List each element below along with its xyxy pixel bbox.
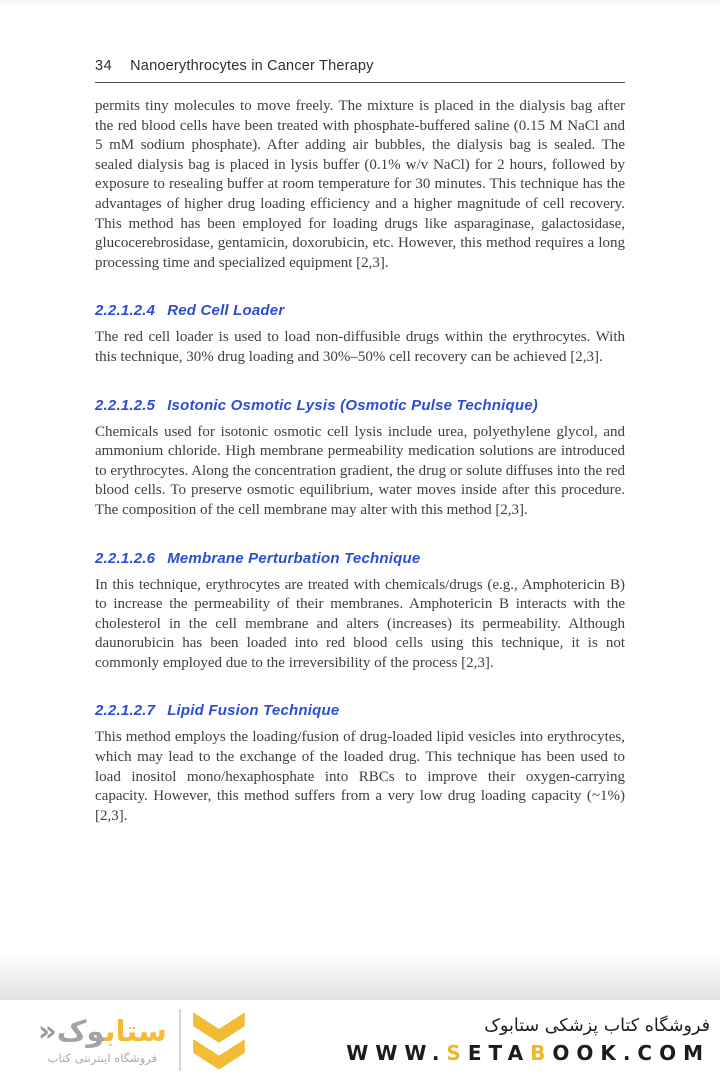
website-part: OOK.COM xyxy=(552,1040,710,1065)
scan-bottom-shadow xyxy=(0,956,720,1000)
wordmark-gray: وک xyxy=(56,1014,105,1048)
section-paragraph: Chemicals used for isotonic osmotic cell lysis include urea, polyethylene glycol, and ammonium chloride. High membrane permeability medication solutions are introduced to erythrocytes. Along the concentration gradient, the drug or solute diffuses into the red blood cells. To preserve osmotic equilibrium, water moves inside after this procedure. The composition of the cell membrane may alter with this method [2,3]. xyxy=(95,423,626,518)
section-membrane-perturbation xyxy=(95,550,625,674)
section-heading xyxy=(95,397,625,414)
website-accent-b: B xyxy=(530,1040,553,1065)
watermark-footer xyxy=(0,1000,720,1080)
running-head xyxy=(95,58,625,83)
section-title: Lipid Fusion Technique xyxy=(167,702,340,720)
website-accent-s: S xyxy=(446,1040,468,1065)
guillemet-icon: « xyxy=(38,1014,57,1048)
section-red-cell-loader xyxy=(95,302,625,367)
logo-wordmark xyxy=(38,1015,167,1047)
logo-tagline: فروشگاه اینترنتی کتاب xyxy=(47,1051,158,1065)
section-title: Membrane Perturbation Technique xyxy=(167,549,421,567)
section-number: 2.2.1.2.6 xyxy=(95,549,156,567)
section-paragraph: In this technique, erythrocytes are treated with chemicals/drugs (e.g., Amphotericin B) to increase the permeability of their membranes. Amphotericin B interacts with the cholesterol in the cell membrane and alters (increases) its permeability. Although daunorubicin has been loaded into red blood cells using this technique, it is not commonly employed due to the irreversibility of the process [2,3]. xyxy=(95,576,625,671)
page-number: 34 xyxy=(95,58,113,74)
section-heading xyxy=(95,302,625,319)
logo-divider xyxy=(179,1009,181,1071)
website-part: WWW. xyxy=(346,1040,447,1065)
website-part: ETA xyxy=(467,1040,531,1065)
running-title: Nanoerythrocytes in Cancer Therapy xyxy=(130,58,374,74)
section-number: 2.2.1.2.7 xyxy=(95,702,156,720)
logo-wordmark-block xyxy=(38,1015,167,1065)
section-number: 2.2.1.2.5 xyxy=(95,396,156,414)
section-number: 2.2.1.2.4 xyxy=(95,302,156,320)
section-heading xyxy=(95,550,625,567)
setabook-logo xyxy=(38,1005,247,1075)
section-heading xyxy=(95,702,625,719)
section-title: Isotonic Osmotic Lysis (Osmotic Pulse Technique) xyxy=(167,396,538,414)
footer-store-info xyxy=(346,1016,710,1065)
section-lipid-fusion xyxy=(95,702,625,826)
wordmark-yellow: ستاب xyxy=(104,1014,167,1048)
section-title: Red Cell Loader xyxy=(167,302,285,320)
chevron-emblem-icon xyxy=(191,1005,247,1075)
intro-paragraph: permits tiny molecules to move freely. The mixture is placed in the dialysis bag after the red blood cells have been treated with phosphate-buffered saline (0.15 M NaCl and 5 mM sodium phosphate). After adding air bubbles, the dialysis bag is sealed. The sealed dialysis bag is placed in lysis buffer (0.1% w/v NaCl) for 2 hours, followed by exposure to resealing buffer at room temperature for 30 minutes. This technique has the advantages of higher drug loading efficiency and a higher magnitude of cell recovery. This method has been employed for loading drugs like asparaginase, galactosidase, glucocerebrosidase, gentamicin, doxorubicin, etc. However, this method requires a long processing time and specialized equipment [2,3]. xyxy=(95,98,625,271)
section-paragraph: The red cell loader is used to load non-diffusible drugs within the erythrocytes. With this technique, 30% drug loading and 30%–50% cell recovery can be achieved [2,3]. xyxy=(95,329,625,365)
website-url xyxy=(346,1041,710,1065)
store-name-fa: فروشگاه کتاب پزشکی ستابوک xyxy=(484,1015,710,1036)
section-paragraph: This method employs the loading/fusion of drug-loaded lipid vesicles into erythrocytes, which may lead to the exchange of the loaded drug. This technique has been used to load inositol mono/hexaphosphate into RBCs to improve their oxygen-carrying capacity. However, this method suffers from a very low drug loading capacity (~1%) [2,3]. xyxy=(95,729,625,824)
section-isotonic-osmotic-lysis xyxy=(95,397,625,521)
